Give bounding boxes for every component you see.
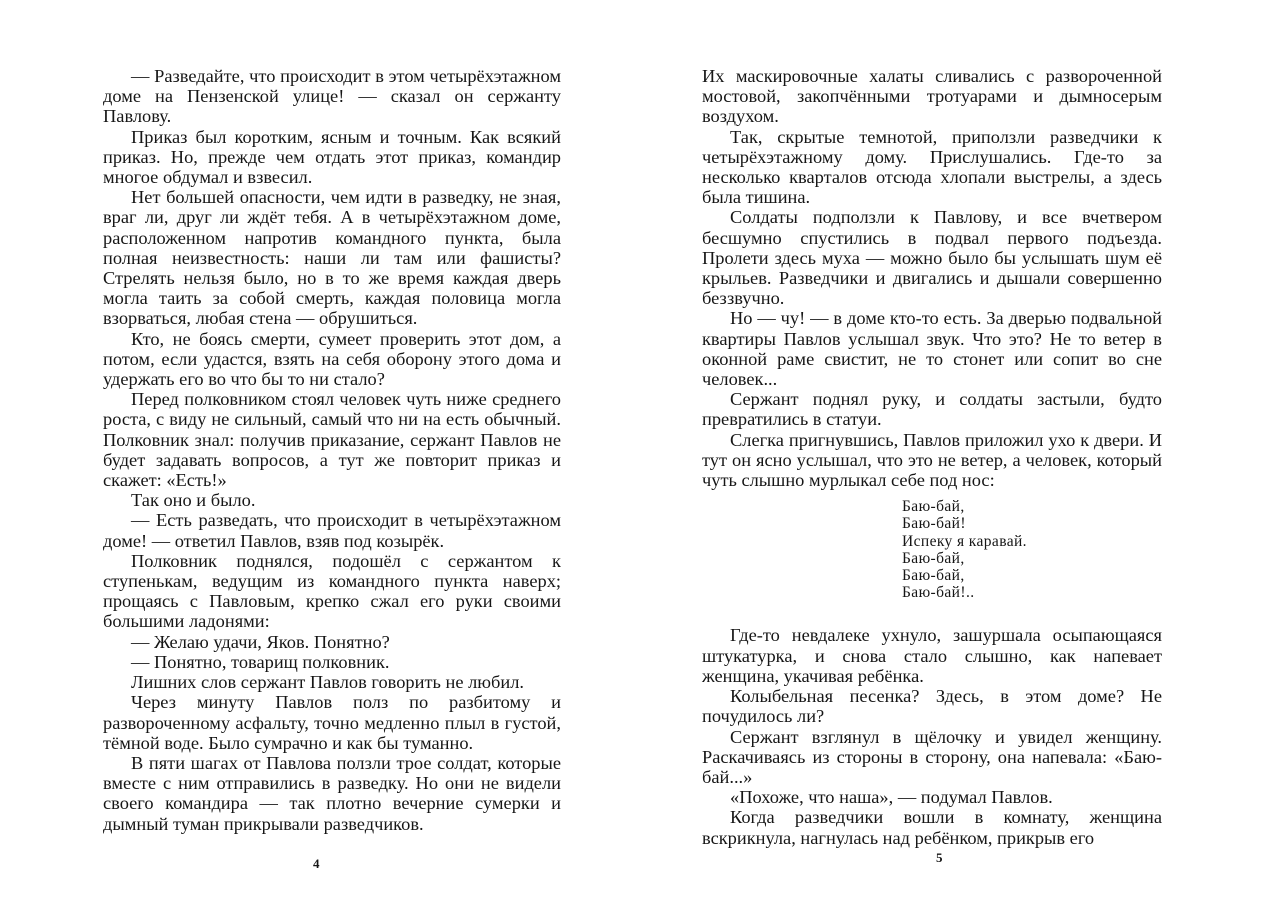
- poem-line: Баю-бай!: [902, 515, 966, 533]
- paragraph: Сержант поднял руку, и солдаты застыли, будто превратились в статуи.: [702, 389, 1162, 430]
- paragraph: — Есть разведать, что происходит в четырёхэтажном доме! — ответил Павлов, взяв под козырёк.: [103, 510, 561, 551]
- poem-line: Испеку я каравай.: [902, 532, 1027, 550]
- paragraph: Слегка пригнувшись, Павлов приложил ухо к двери. И тут он ясно услышал, что это не ветер, а человек, который чуть слышно мурлыкал себе под нос:: [702, 429, 1162, 491]
- poem-line: Баю-бай,: [902, 498, 965, 516]
- paragraph: Лишних слов сержант Павлов говорить не любил.: [131, 672, 524, 693]
- poem-line: Баю-бай,: [902, 549, 965, 567]
- paragraph: Колыбельная песенка? Здесь, в этом доме? Не почудилось ли?: [702, 686, 1162, 727]
- right-page-text: [702, 66, 1162, 848]
- paragraph: Когда разведчики вошли в комнату, женщина вскрикнула, нагнулась над ребёнком, прикрыв его: [702, 807, 1162, 848]
- page-number: 5: [936, 850, 943, 865]
- paragraph: Сержант взглянул в щёлочку и увидел женщину. Раскачиваясь из стороны в сторону, она напевала: «Баю-бай...»: [702, 726, 1162, 787]
- paragraph: — Понятно, товарищ полковник.: [131, 651, 390, 672]
- right-page: [640, 0, 1280, 916]
- poem-line: Баю-бай!..: [902, 584, 975, 602]
- paragraph: Кто, не боясь смерти, сумеет проверить этот дом, а потом, если удастся, взять на себя оборону этого дома и удержать его во что бы то ни стало?: [103, 328, 561, 390]
- page-number: 4: [313, 856, 320, 871]
- paragraph: Где-то невдалеке ухнуло, зашуршала осыпающаяся штукатурка, и снова стало слышно, как напевает женщина, укачивая ребёнка.: [702, 625, 1162, 686]
- lullaby-poem: [702, 498, 1162, 601]
- paragraph: Полковник поднялся, подошёл с сержантом к ступенькам, ведущим из командного пункта наверх; прощаясь с Павловым, крепко сжал его руки своими большими ладонями:: [103, 550, 561, 632]
- paragraph: Приказ был коротким, ясным и точным. Как всякий приказ. Но, прежде чем отдать этот приказ, командир многое обдумал и взвесил.: [103, 126, 561, 188]
- spacer: [702, 609, 1162, 625]
- left-page-text: [103, 66, 561, 834]
- paragraph: Солдаты подползли к Павлову, и все вчетвером бесшумно спустились в подвал первого подъезда. Пролети здесь муха — можно было бы услышать шум её крыльев. Разведчики и двигались и дышали совершенно беззвучно.: [702, 207, 1162, 309]
- paragraph: Так оно и было.: [131, 490, 256, 511]
- poem-line: Баю-бай,: [902, 567, 965, 585]
- paragraph: «Похоже, что наша», — подумал Павлов.: [730, 787, 1053, 808]
- paragraph: Перед полковником стоял человек чуть ниже среднего роста, с виду не сильный, самый что ни на есть обычный. Полковник знал: получив приказание, сержант Павлов не будет задавать вопросов, а тут же повторит приказ и скажет: «Есть!»: [103, 389, 561, 491]
- paragraph: — Разведайте, что происходит в этом четырёхэтажном доме на Пензенской улице! — сказал он сержанту Павлову.: [103, 66, 561, 127]
- paragraph: В пяти шагах от Павлова ползли трое солдат, которые вместе с ним отправились в разведку. Но они не видели своего командира — так плотно вечерние сумерки и дымный туман прикрывали разведчиков.: [103, 752, 561, 834]
- paragraph: Так, скрытые темнотой, приползли разведчики к четырёхэтажному дому. Прислушались. Где-то за несколько кварталов отсюда хлопали выстрелы, а здесь была тишина.: [702, 126, 1162, 208]
- paragraph: Но — чу! — в доме кто-то есть. За дверью подвальной квартиры Павлов услышал звук. Что это? Не то ветер в оконной раме свистит, не то стонет или сопит во сне человек...: [702, 308, 1162, 390]
- paragraph: Их маскировочные халаты сливались с развороченной мостовой, закопчёнными тротуарами и дымносерым воздухом.: [702, 66, 1162, 127]
- paragraph: — Желаю удачи, Яков. Понятно?: [131, 631, 390, 652]
- paragraph: Через минуту Павлов полз по разбитому и развороченному асфальту, точно медленно плыл в густой, тёмной воде. Было сумрачно и как бы туманно.: [103, 692, 561, 753]
- paragraph: Нет большей опасности, чем идти в разведку, не зная, враг ли, друг ли ждёт тебя. А в четырёхэтажном доме, расположенном напротив командного пункта, была полная неизвестность: наши ли там или фашисты? Стрелять нельзя было, но в то же время каждая дверь могла таить за собой смерть, каждая половица могла взорваться, любая стена — обрушиться.: [103, 187, 561, 329]
